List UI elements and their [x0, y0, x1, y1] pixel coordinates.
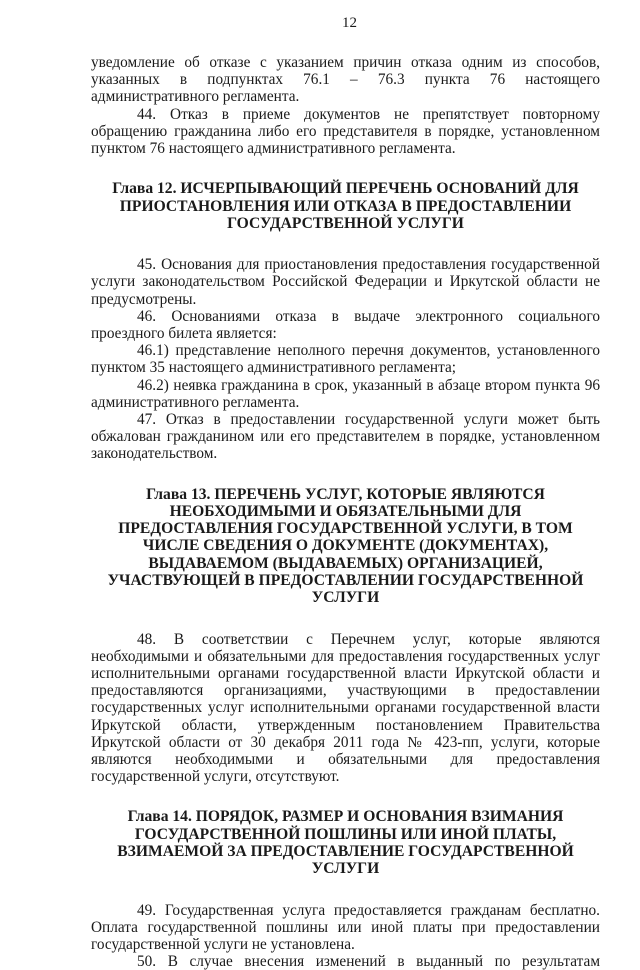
paragraph-44: 44. Отказ в приеме документов не препятствует повторному обращению гражданина либо его представителя в порядке, установленном пунктом 76 настоящего административного регламента. — [91, 105, 600, 158]
document-page — [91, 14, 600, 970]
paragraph-49: 49. Государственная услуга предоставляется гражданам бесплатно. Оплата государственной пошлины или иной платы при предоставлении государственной услуги не установлена. — [91, 901, 600, 954]
paragraph-43-continuation: уведомление об отказе с указанием причин отказа одним из способов, указанных в подпунктах 76.1 – 76.3 пункта 76 настоящего административного регламента. — [91, 54, 600, 106]
paragraph-46-1: 46.1) представление неполного перечня документов, установленного пунктом 35 настоящего административного регламента; — [91, 342, 600, 377]
chapter-14-heading: Глава 14. ПОРЯДОК, РАЗМЕР И ОСНОВАНИЯ ВЗИМАНИЯ ГОСУДАРСТВЕННОЙ ПОШЛИНЫ ИЛИ ИНОЙ ПЛАТЫ, ВЗИМАЕМОЙ ЗА ПРЕДОСТАВЛЕНИЕ ГОСУДАРСТВЕННОЙ УСЛУГИ — [117, 808, 574, 878]
paragraph-46: 46. Основаниями отказа в выдаче электронного социального проездного билета является: — [91, 307, 600, 342]
chapter-13-heading: Глава 13. ПЕРЕЧЕНЬ УСЛУГ, КОТОРЫЕ ЯВЛЯЮТСЯ НЕОБХОДИМЫМИ И ОБЯЗАТЕЛЬНЫМИ ДЛЯ ПРЕДОСТАВЛЕНИЯ ГОСУДАРСТВЕННОЙ УСЛУГИ, В ТОМ ЧИСЛЕ СВЕДЕНИЯ О ДОКУМЕНТЕ (ДОКУМЕНТАХ), ВЫДАВАЕМОМ (ВЫДАВАЕМЫХ) ОРГАНИЗАЦИЕЙ, УЧАСТВУЮЩЕЙ В ПРЕДОСТАВЛЕНИИ ГОСУДАРСТВЕННОЙ УСЛУГИ — [107, 485, 584, 607]
paragraph-47: 47. Отказ в предоставлении государственной услуги может быть обжалован гражданином или его представителем в порядке, установленном законодательством. — [91, 410, 600, 463]
paragraph-45: 45. Основания для приостановления предоставления государственной услуги законодательством Российской Федерации и Иркутской области не предусмотрены. — [91, 256, 600, 308]
paragraph-46-2: 46.2) неявка гражданина в срок, указанный в абзаце втором пункта 96 административного регламента. — [91, 376, 600, 411]
chapter-12-heading: Глава 12. ИСЧЕРПЫВАЮЩИЙ ПЕРЕЧЕНЬ ОСНОВАНИЙ ДЛЯ ПРИОСТАНОВЛЕНИЯ ИЛИ ОТКАЗА В ПРЕДОСТАВЛЕНИИ ГОСУДАРСТВЕННОЙ УСЛУГИ — [112, 180, 579, 232]
page-number: 12 — [342, 15, 357, 31]
paragraph-48: 48. В соответствии с Перечнем услуг, которые являются необходимыми и обязательными для предоставления государственных услуг исполнительными органами государственной власти Иркутской области и предоставляются организациями, участвующими в предоставлении государственных услуг исполнительными органами государственной власти Иркутской области, утвержденным постановлением Правительства Иркутской области от 30 декабря 2011 года № 423-пп, услуги, которые являются необходимыми и обязательными для предоставления государственной услуги, отсутствуют. — [91, 630, 600, 786]
paragraph-50-start: 50. В случае внесения изменений в выданный по результатам — [137, 953, 600, 970]
